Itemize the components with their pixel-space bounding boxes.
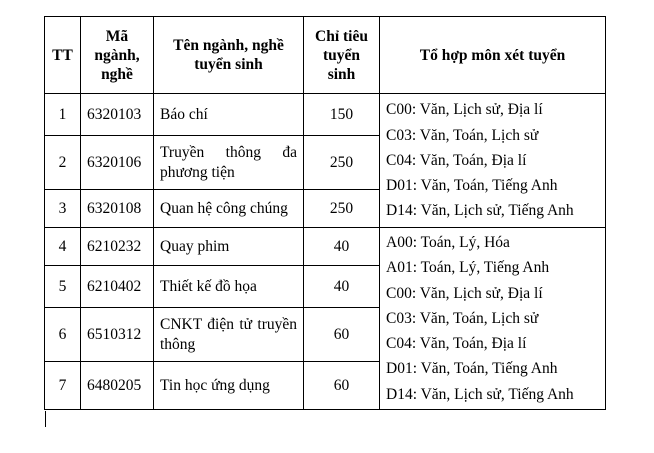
cell-tt: 7 <box>45 362 81 410</box>
cell-quota: 150 <box>304 94 380 136</box>
combo-line: C04: Văn, Toán, Địa lí <box>386 335 527 353</box>
admissions-table <box>44 16 606 410</box>
combo-line: D01: Văn, Toán, Tiếng Anh <box>386 177 558 195</box>
cell-name: Tin học ứng dụng <box>154 362 304 410</box>
combo-line: A01: Toán, Lý, Tiếng Anh <box>386 259 550 277</box>
cell-tt: 1 <box>45 94 81 136</box>
cell-name: Quan hệ công chúng <box>154 190 304 228</box>
cell-tt: 6 <box>45 308 81 362</box>
combo-line: C04: Văn, Toán, Địa lí <box>386 151 527 169</box>
cell-name: Truyền thông đa phương tiện <box>154 136 304 190</box>
table-row <box>45 94 606 136</box>
cell-code: 6320108 <box>81 190 154 228</box>
cell-code: 6510312 <box>81 308 154 362</box>
combo-line: C00: Văn, Lịch sử, Địa lí <box>386 101 543 119</box>
combo-line: A00: Toán, Lý, Hóa <box>386 233 510 251</box>
cell-code: 6210402 <box>81 266 154 308</box>
combo-line: C03: Văn, Toán, Lịch sử <box>386 126 539 144</box>
cell-quota: 60 <box>304 362 380 410</box>
cell-code: 6320106 <box>81 136 154 190</box>
cell-quota: 250 <box>304 190 380 228</box>
text-cursor <box>45 411 46 427</box>
cell-quota: 250 <box>304 136 380 190</box>
cell-tt: 2 <box>45 136 81 190</box>
header-row <box>45 17 606 94</box>
cell-tt: 5 <box>45 266 81 308</box>
header-name: Tên ngành, nghề tuyển sinh <box>154 17 304 94</box>
cell-name: CNKT điện tử truyền thông <box>154 308 304 362</box>
combo-line: C03: Văn, Toán, Lịch sử <box>386 309 539 327</box>
combo-line: D14: Văn, Lịch sử, Tiếng Anh <box>386 202 574 220</box>
header-tt: TT <box>45 17 81 94</box>
combo-line: D01: Văn, Toán, Tiếng Anh <box>386 360 558 378</box>
cell-combos-group-1 <box>380 94 606 228</box>
cell-name: Báo chí <box>154 94 304 136</box>
cell-tt: 3 <box>45 190 81 228</box>
cell-name: Thiết kế đồ họa <box>154 266 304 308</box>
cell-quota: 60 <box>304 308 380 362</box>
header-quota: Chỉ tiêu tuyển sinh <box>304 17 380 94</box>
cell-code: 6210232 <box>81 228 154 266</box>
combo-line: C00: Văn, Lịch sử, Địa lí <box>386 284 543 302</box>
cell-combos-group-2 <box>380 228 606 410</box>
header-combos: Tổ hợp môn xét tuyển <box>380 17 606 94</box>
combo-line: D14: Văn, Lịch sử, Tiếng Anh <box>386 385 574 403</box>
cell-quota: 40 <box>304 228 380 266</box>
cell-quota: 40 <box>304 266 380 308</box>
cell-code: 6480205 <box>81 362 154 410</box>
table-row <box>45 228 606 266</box>
cell-tt: 4 <box>45 228 81 266</box>
cell-code: 6320103 <box>81 94 154 136</box>
header-code: Mã ngành, nghề <box>81 17 154 94</box>
cell-name: Quay phim <box>154 228 304 266</box>
